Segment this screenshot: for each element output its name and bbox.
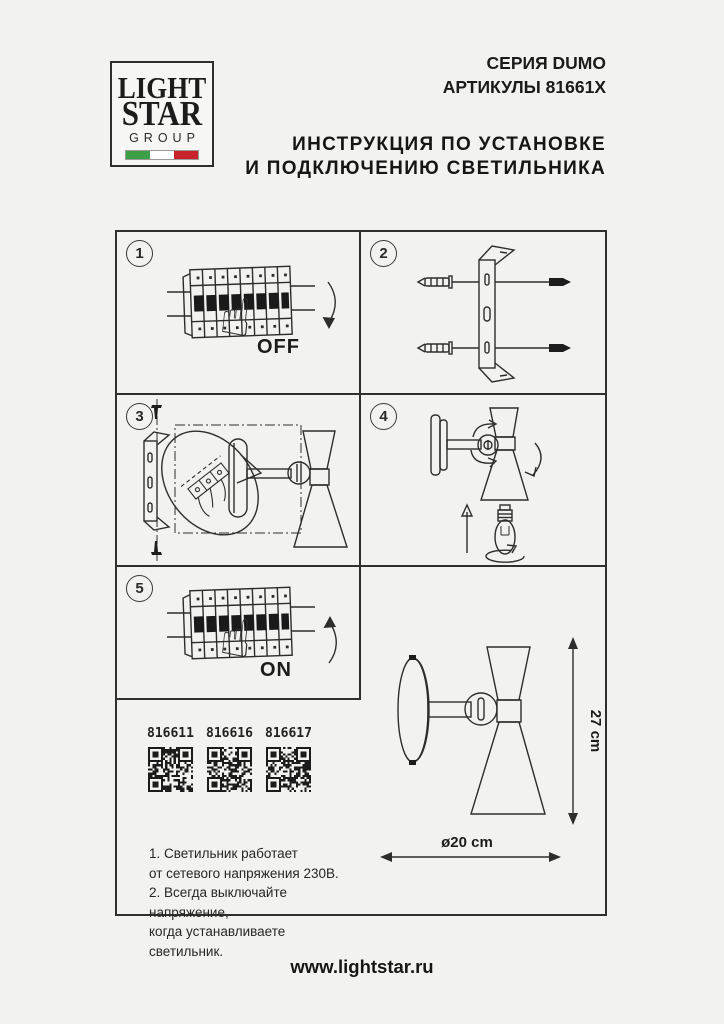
articles-title: АРТИКУЛЫ 81661X: [442, 77, 606, 97]
article-code: 816611: [147, 726, 194, 741]
article-code: 816617: [265, 726, 312, 741]
lamp-adjustment-diagram: [361, 395, 607, 565]
note-line: 1. Светильник работает: [149, 846, 298, 861]
note-line: от сетевого напряжения 230В.: [149, 865, 339, 881]
safety-notes: [149, 844, 359, 961]
instruction-diagram-grid: [115, 230, 607, 959]
step-4-panel: [361, 395, 605, 565]
note-line: когда устанавливаете светильник.: [149, 924, 286, 959]
website-url: www.lightstar.ru: [290, 956, 434, 977]
instruction-title: [245, 133, 606, 181]
height-dimension-label: 27 cm: [587, 709, 604, 753]
article-code: 816616: [206, 726, 253, 741]
series-title: СЕРИЯ DUMO: [486, 53, 606, 73]
step-5-panel: [117, 567, 359, 698]
step-5-number: 5: [126, 575, 153, 602]
flag-white-segment: [150, 151, 174, 159]
flag-red-segment: [174, 151, 198, 159]
step-3-number: 3: [126, 403, 153, 430]
pointing-hand-icon: ☝: [216, 607, 255, 671]
step-1-panel: [117, 232, 359, 393]
step-3-panel: [117, 395, 359, 565]
logo-word-light: LIGHT: [117, 71, 207, 105]
lightstar-logo: [110, 61, 214, 167]
qr-code: [266, 747, 311, 792]
article-column: [147, 726, 193, 792]
diameter-dimension-label: ø20 cm: [441, 834, 493, 851]
step-2-number: 2: [370, 240, 397, 267]
pointing-hand-icon: ☝: [216, 286, 255, 350]
document-header: [245, 51, 606, 181]
note-line: 2. Всегда выключайте напряжение,: [149, 885, 287, 920]
step-4-number: 4: [370, 403, 397, 430]
instruction-title-line2: И ПОДКЛЮЧЕНИЮ СВЕТИЛЬНИКА: [245, 158, 606, 179]
dimensions-section: [361, 567, 605, 914]
mounting-bracket-diagram: [361, 232, 607, 393]
italian-flag-bar: [125, 150, 199, 160]
instruction-title-line1: ИНСТРУКЦИЯ ПО УСТАНОВКЕ: [292, 134, 606, 155]
lamp-dimensions-diagram: [361, 567, 605, 914]
article-column: [265, 726, 311, 792]
flag-green-segment: [126, 151, 150, 159]
articles-and-notes-section: [117, 700, 359, 959]
article-column: [206, 726, 252, 792]
lamp-mounting-diagram: [117, 395, 359, 565]
article-codes-row: [147, 726, 311, 792]
logo-word-group: GROUP: [129, 131, 200, 145]
step-1-number: 1: [126, 240, 153, 267]
off-label: OFF: [257, 336, 300, 358]
qr-code: [148, 747, 193, 792]
logo-word-star: STAR: [121, 93, 203, 134]
step-2-panel: [361, 232, 605, 393]
on-label: ON: [260, 659, 292, 681]
qr-code: [207, 747, 252, 792]
